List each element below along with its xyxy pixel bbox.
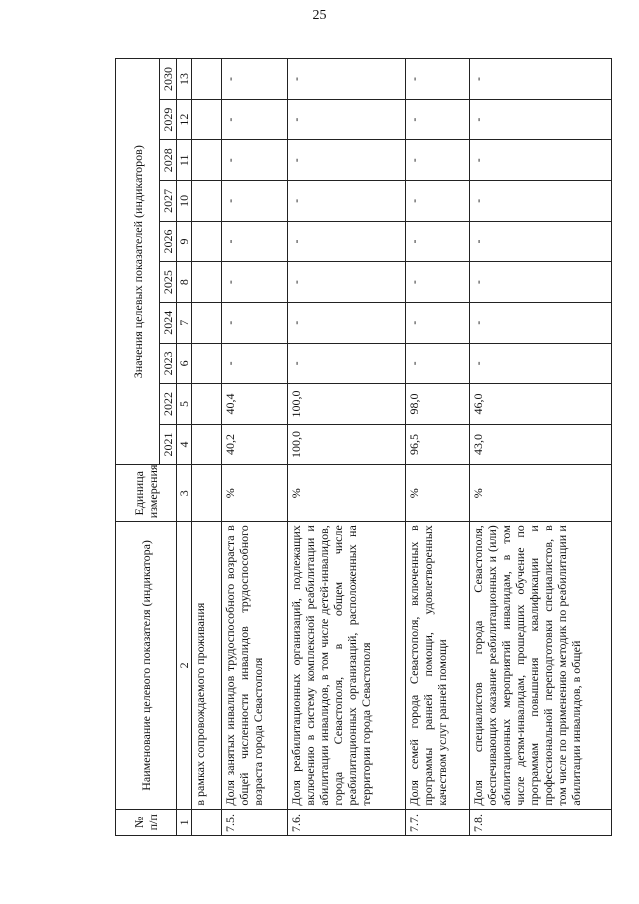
row-name: Доля специалистов города Севастополя, обеспечивающих оказание реабилитационных и (или) абилитационных мероприятий инвалидам, в том числе детям-инвалидам, прошедших обучение по программам повышения квалификации и профессиональной переподготовки специалистов, в том числе по применению методик по реабилитации и абилитации инвалидов, в общей xyxy=(470,522,612,809)
row-value: - xyxy=(470,99,612,140)
header-year: 2023 xyxy=(160,343,177,384)
row-value xyxy=(192,262,222,303)
row-value: 46,0 xyxy=(470,384,612,425)
row-value: - xyxy=(222,140,288,181)
column-index: 5 xyxy=(177,384,192,425)
row-name: в рамках сопровождаемого проживания xyxy=(192,522,222,809)
row-value: - xyxy=(406,181,470,222)
row-value xyxy=(192,384,222,425)
row-num: 7.7. xyxy=(406,809,470,835)
header-name: Наименование целевого показателя (индикатора) xyxy=(116,522,177,809)
row-value: - xyxy=(406,140,470,181)
table-row xyxy=(192,59,222,836)
header-year: 2029 xyxy=(160,99,177,140)
row-value: 40,4 xyxy=(222,384,288,425)
row-value: - xyxy=(470,302,612,343)
header-num: № п/п xyxy=(116,809,177,835)
row-value: 100,0 xyxy=(288,384,406,425)
row-num: 7.5. xyxy=(222,809,288,835)
header-year: 2030 xyxy=(160,59,177,100)
row-value: - xyxy=(406,262,470,303)
row-value: - xyxy=(288,262,406,303)
row-value: - xyxy=(288,181,406,222)
row-value: - xyxy=(288,343,406,384)
row-value: - xyxy=(288,140,406,181)
header-year: 2027 xyxy=(160,181,177,222)
column-index: 6 xyxy=(177,343,192,384)
header-values-group: Значения целевых показателей (индикаторов) xyxy=(116,59,160,465)
row-value: - xyxy=(222,181,288,222)
table-row xyxy=(288,59,406,836)
row-value: - xyxy=(222,302,288,343)
page-number: 25 xyxy=(312,8,327,23)
row-value: - xyxy=(406,302,470,343)
row-name: Доля реабилитационных организаций, подлежащих включению в систему комплексной реабилитации и абилитации инвалидов, в том числе детей-инвалидов, города Севастополя, в общем числе реабилитационных организаций, расположенных на территории города Севастополя xyxy=(288,522,406,809)
column-index: 10 xyxy=(177,181,192,222)
row-value: - xyxy=(288,59,406,100)
column-index: 11 xyxy=(177,140,192,181)
row-value: - xyxy=(406,343,470,384)
row-unit xyxy=(192,465,222,522)
row-value: - xyxy=(288,302,406,343)
row-value xyxy=(192,181,222,222)
row-value xyxy=(192,424,222,465)
row-value: 98,0 xyxy=(406,384,470,425)
row-value: - xyxy=(222,262,288,303)
row-value: - xyxy=(470,59,612,100)
rotated-table-container xyxy=(115,58,612,836)
row-value xyxy=(192,99,222,140)
header-year: 2021 xyxy=(160,424,177,465)
row-value: - xyxy=(222,99,288,140)
row-name: Доля занятых инвалидов трудоспособного возраста в общей численности инвалидов трудоспособного возраста города Севастополя xyxy=(222,522,288,809)
row-value: - xyxy=(222,221,288,262)
row-value: - xyxy=(470,343,612,384)
header-year: 2024 xyxy=(160,302,177,343)
row-value: - xyxy=(470,140,612,181)
row-unit: % xyxy=(406,465,470,522)
header-year: 2022 xyxy=(160,384,177,425)
row-value xyxy=(192,221,222,262)
column-index: 8 xyxy=(177,262,192,303)
indicators-table xyxy=(115,58,612,836)
column-index: 9 xyxy=(177,221,192,262)
row-value: - xyxy=(470,181,612,222)
row-value: 40,2 xyxy=(222,424,288,465)
row-value: - xyxy=(406,221,470,262)
row-value: 43,0 xyxy=(470,424,612,465)
row-value xyxy=(192,140,222,181)
row-value: 100,0 xyxy=(288,424,406,465)
column-index: 12 xyxy=(177,99,192,140)
column-index: 4 xyxy=(177,424,192,465)
row-unit: % xyxy=(470,465,612,522)
row-value: 96,5 xyxy=(406,424,470,465)
row-value: - xyxy=(288,221,406,262)
row-value: - xyxy=(406,99,470,140)
column-index: 1 xyxy=(177,809,192,835)
row-value: - xyxy=(222,343,288,384)
column-index: 2 xyxy=(177,522,192,809)
table-row xyxy=(470,59,612,836)
row-value: - xyxy=(406,59,470,100)
header-year: 2028 xyxy=(160,140,177,181)
row-value xyxy=(192,302,222,343)
row-num: 7.6. xyxy=(288,809,406,835)
column-index: 3 xyxy=(177,465,192,522)
column-index: 13 xyxy=(177,59,192,100)
header-unit: Единица измерения xyxy=(116,465,177,522)
row-num: 7.8. xyxy=(470,809,612,835)
row-name: Доля семей города Севастополя, включенных в программы ранней помощи, удовлетворенных качеством услуг ранней помощи xyxy=(406,522,470,809)
row-value: - xyxy=(222,59,288,100)
header-year: 2025 xyxy=(160,262,177,303)
header-year: 2026 xyxy=(160,221,177,262)
row-value xyxy=(192,343,222,384)
row-value: - xyxy=(470,221,612,262)
column-index: 7 xyxy=(177,302,192,343)
row-value xyxy=(192,59,222,100)
row-value: - xyxy=(470,262,612,303)
row-num xyxy=(192,809,222,835)
rotated-table-area xyxy=(115,58,612,836)
row-value: - xyxy=(288,99,406,140)
table-row xyxy=(406,59,470,836)
row-unit: % xyxy=(288,465,406,522)
row-unit: % xyxy=(222,465,288,522)
table-row xyxy=(222,59,288,836)
